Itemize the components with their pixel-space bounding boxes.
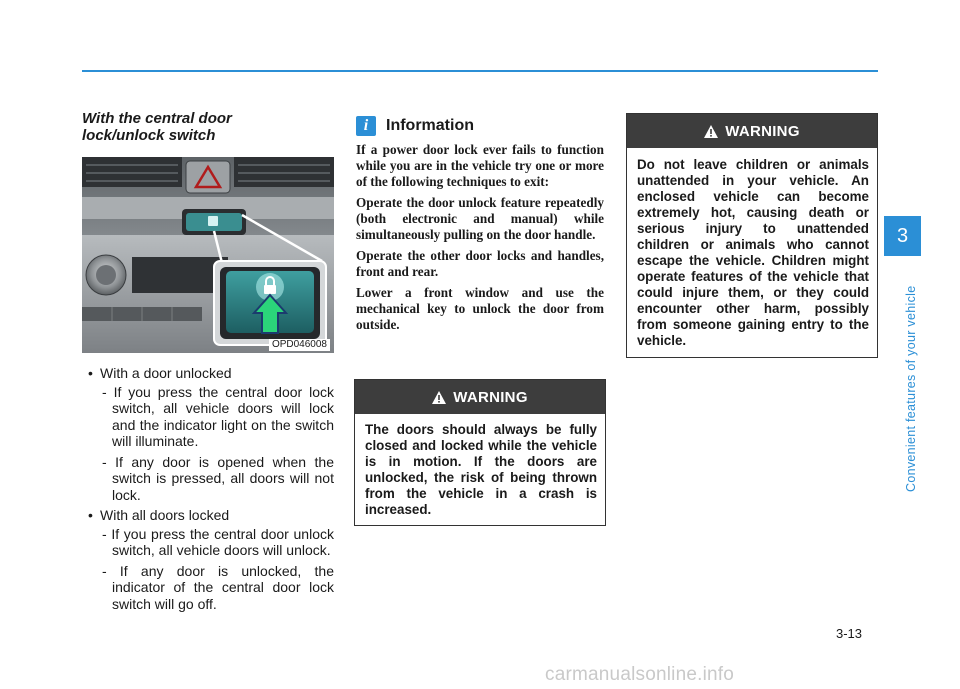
warning-label: WARNING — [453, 388, 528, 406]
section-heading-line2: lock/unlock switch — [82, 127, 216, 144]
information-body — [356, 142, 604, 338]
info-paragraph: Operate the door unlock feature repeatedly (both electronic and manual) while simultaneously pulling on the door handle. — [356, 195, 604, 242]
figure-code: OPD046008 — [269, 339, 330, 351]
page-number: 3-13 — [836, 626, 863, 641]
bullet-doors-locked: • With all doors locked — [88, 507, 334, 524]
dashboard-illustration — [82, 157, 334, 353]
bullet-door-unlocked: • With a door unlocked — [88, 365, 334, 382]
info-paragraph: Operate the other door locks and handles, front and rear. — [356, 248, 604, 279]
information-header — [356, 115, 474, 137]
info-paragraph: If a power door lock ever fails to function while you are in the vehicle try one or more of the following techniques to exit: — [356, 142, 604, 189]
warning-triangle-icon — [432, 391, 446, 404]
info-paragraph: Lower a front window and use the mechanical key to unlock the door from outside. — [356, 285, 604, 332]
warning-triangle-icon — [704, 125, 718, 138]
sub-item: - If you press the central door lock switch, all vehicle doors will lock and the indicator light on the switch will illuminate. — [102, 383, 334, 449]
warning-bar — [627, 114, 877, 148]
sub-item: - If any door is opened when the switch is pressed, all doors will not lock. — [102, 453, 334, 503]
watermark: carmanualsonline.info — [545, 664, 735, 685]
bullet-list — [88, 365, 334, 616]
top-rule — [82, 70, 878, 72]
chapter-tab: 3 — [884, 216, 921, 256]
information-title: Information — [386, 117, 474, 134]
warning-bar — [355, 380, 605, 414]
warning-text: Do not leave children or animals unattended in your vehicle. An enclosed vehicle can become extremely hot, causing death or serious injury to unattended children or animals who cannot escape the vehicle. Children might operate features of the vehicle that could injure them, or they could encounter other harm, possibly from someone gaining entry to the vehicle. — [637, 157, 869, 348]
warning-label: WARNING — [725, 122, 800, 140]
sub-item: - If you press the central door unlock switch, all vehicle doors will unlock. — [102, 525, 334, 558]
warning-box-doors — [354, 379, 606, 526]
sub-item: - If any door is unlocked, the indicator of the central door lock switch will go off. — [102, 562, 334, 612]
section-heading-line1: With the central door — [82, 110, 232, 127]
chapter-title: Convenient features of your vehicle — [904, 285, 918, 492]
section-heading-block — [82, 110, 334, 144]
info-icon: i — [356, 116, 376, 136]
warning-box-children — [626, 113, 878, 358]
warning-text: The doors should always be fully closed and locked while the vehicle is in motion. If the doors are unlocked, the risk of being thrown from the vehicle in a crash is increased. — [365, 422, 597, 517]
dashboard-switch-figure — [82, 157, 334, 353]
chapter-title-vertical — [902, 262, 922, 492]
